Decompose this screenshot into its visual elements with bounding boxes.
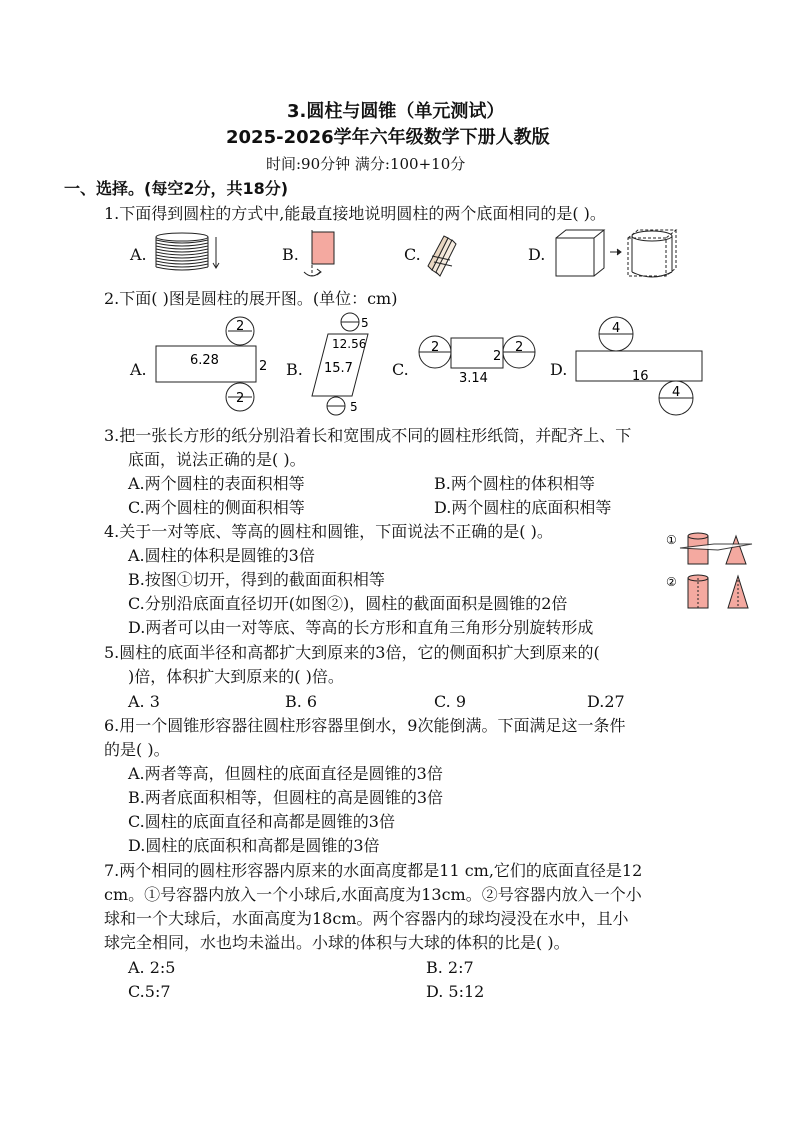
net-c-circle-label: 2	[431, 340, 440, 355]
net-d-figure	[572, 316, 712, 416]
net-b-figure	[306, 312, 392, 418]
q7-stem-line2: cm。①号容器内放入一个小球后,水面高度为13cm。②号容器内放入一个小	[104, 885, 642, 904]
q6-option-b[interactable]: B.两者底面积相等，但圆柱的高是圆锥的3倍	[128, 788, 444, 807]
q7-stem-line4: 球完全相同，水也均未溢出。小球的体积与大球的体积的比是( )。	[104, 933, 570, 952]
q3-option-b[interactable]: B.两个圆柱的体积相等	[434, 474, 595, 493]
q2-option-d-label[interactable]: D.	[550, 360, 568, 379]
exam-meta: 时间:90分钟 满分:100+10分	[266, 155, 466, 173]
coin-stack-figure	[150, 225, 222, 281]
q7-option-c[interactable]: C.5:7	[128, 982, 171, 1001]
q3-option-d[interactable]: D.两个圆柱的底面积相等	[434, 498, 612, 517]
net-b-circle-label-2: 5	[350, 400, 358, 414]
q7-stem-line1: 7.两个相同的圆柱形容器内原来的水面高度都是11 cm,它们的底面直径是12	[104, 861, 643, 880]
q2-option-c-label[interactable]: C.	[392, 360, 409, 379]
q3-option-a[interactable]: A.两个圆柱的表面积相等	[128, 474, 305, 493]
page-title: 3.圆柱与圆锥（单元测试）	[287, 101, 505, 122]
q4-option-c[interactable]: C.分别沿底面直径切开(如图②)，圆柱的截面面积是圆锥的2倍	[128, 594, 568, 613]
q6-option-c[interactable]: C.圆柱的底面直径和高都是圆锥的3倍	[128, 812, 395, 831]
q5-option-b[interactable]: B. 6	[285, 692, 318, 711]
q1-stem: 1.下面得到圆柱的方式中,能最直接地说明圆柱的两个底面相同的是( )。	[104, 204, 606, 223]
q5-stem-line1: 5.圆柱的底面半径和高都扩大到原来的3倍，它的侧面积扩大到原来的(	[104, 643, 600, 662]
q2-option-a-label[interactable]: A.	[130, 360, 147, 379]
net-b-top-label: 12.56	[332, 337, 367, 351]
q2-stem: 2.下面( )图是圆柱的展开图。(单位：cm)	[104, 289, 398, 308]
q1-option-a-label[interactable]: A.	[130, 245, 147, 264]
q4-option-b[interactable]: B.按图①切开，得到的截面面积相等	[128, 570, 385, 589]
q5-option-a[interactable]: A. 3	[128, 692, 160, 711]
q7-option-d[interactable]: D. 5:12	[426, 982, 485, 1001]
q7-stem-line3: 球和一个大球后，水面高度为18cm。两个容器内的球均浸没在水中，且小	[104, 909, 629, 928]
net-b-mid-label: 15.7	[324, 361, 353, 376]
rotating-rectangle-figure	[300, 228, 342, 282]
net-a-circle-label: 2	[236, 319, 245, 334]
figure-mark-2: ②	[666, 575, 677, 589]
q5-option-c[interactable]: C. 9	[434, 692, 467, 711]
q3-option-c[interactable]: C.两个圆柱的侧面积相等	[128, 498, 305, 517]
q1-option-c-label[interactable]: C.	[404, 245, 421, 264]
net-d-circle-label-2: 4	[672, 385, 681, 400]
q5-option-d[interactable]: D.27	[587, 692, 625, 711]
q6-option-a[interactable]: A.两者等高，但圆柱的底面直径是圆锥的3倍	[128, 764, 443, 783]
net-c-side-label: 2	[493, 349, 502, 364]
q1-option-d-label[interactable]: D.	[528, 245, 546, 264]
q2-option-b-label[interactable]: B.	[286, 360, 303, 379]
net-a-side-label: 2	[259, 359, 268, 374]
q4-option-d[interactable]: D.两者可以由一对等底、等高的长方形和直角三角形分别旋转形成	[128, 618, 594, 637]
q1-option-b-label[interactable]: B.	[282, 245, 299, 264]
q6-stem-line2: 的是( )。	[104, 740, 170, 759]
net-c-bottom-label: 3.14	[459, 371, 488, 386]
section-heading: 一、选择。(每空2分，共18分)	[64, 179, 289, 198]
q7-option-a[interactable]: A. 2:5	[128, 958, 176, 977]
net-a-figure	[150, 316, 274, 414]
q7-option-b[interactable]: B. 2:7	[426, 958, 474, 977]
cylinder-cone-figure	[666, 528, 758, 614]
q5-stem-line2: )倍，体积扩大到原来的( )倍。	[128, 667, 344, 686]
net-a-rect-label: 6.28	[190, 353, 219, 368]
net-c-figure	[415, 330, 539, 390]
page-subtitle: 2025-2026学年六年级数学下册人教版	[226, 127, 550, 148]
q6-option-d[interactable]: D.圆柱的底面积和高都是圆锥的3倍	[128, 836, 380, 855]
q3-stem-line1: 3.把一张长方形的纸分别沿着长和宽围成不同的圆柱形纸筒，并配齐上、下	[104, 426, 632, 445]
net-a-circle-label-2: 2	[236, 391, 245, 406]
paper-roll-figure	[422, 230, 462, 280]
q3-stem-line2: 底面，说法正确的是( )。	[128, 450, 306, 469]
net-c-circle-label-2: 2	[515, 340, 524, 355]
net-d-circle-label: 4	[612, 321, 621, 336]
q4-option-a[interactable]: A.圆柱的体积是圆锥的3倍	[128, 546, 315, 565]
square-to-cylinder-figure	[552, 226, 682, 282]
net-d-rect-label: 16	[632, 369, 649, 384]
q6-stem-line1: 6.用一个圆锥形容器往圆柱形容器里倒水，9次能倒满。下面满足这一条件	[104, 716, 626, 735]
net-b-circle-label: 5	[361, 316, 369, 330]
q4-stem: 4.关于一对等底、等高的圆柱和圆锥，下面说法不正确的是( )。	[104, 522, 553, 541]
figure-mark-1: ①	[666, 533, 677, 547]
